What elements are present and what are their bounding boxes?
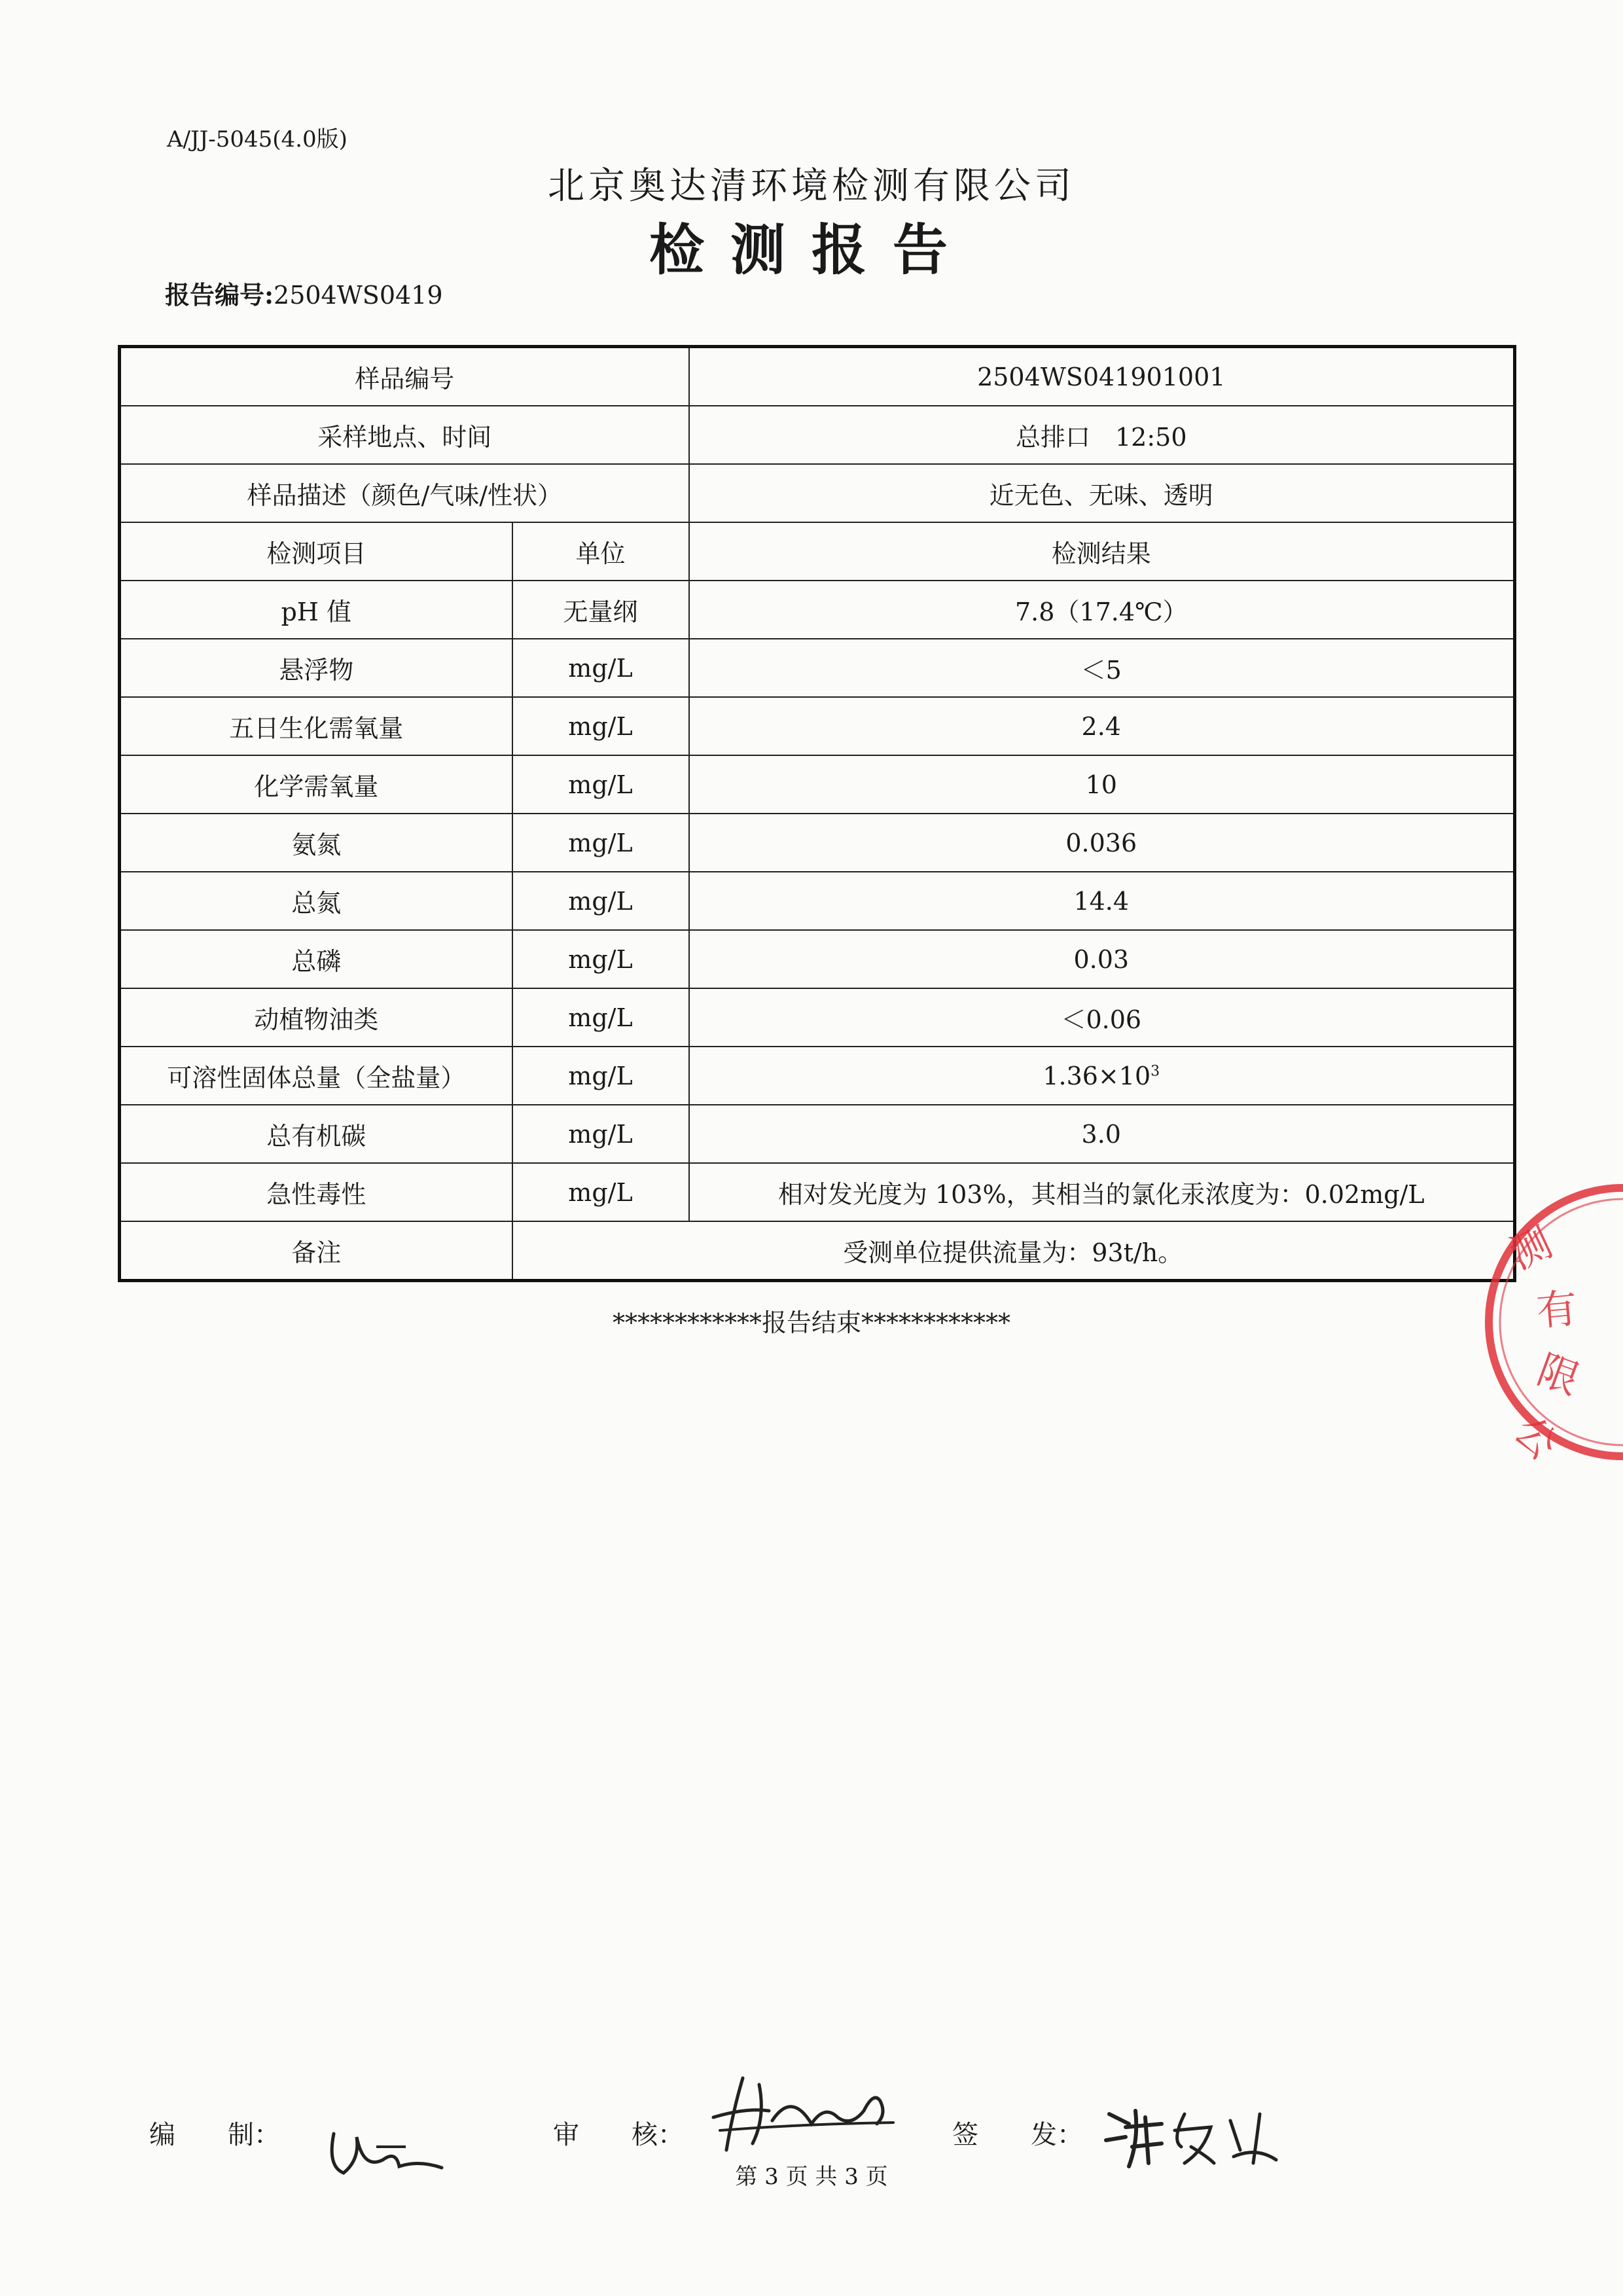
reviewer-signature	[707, 2072, 903, 2157]
form-code: A/JJ-5045(4.0版)	[167, 126, 348, 152]
column-header-unit: 单位	[512, 522, 689, 581]
remark-value: 受测单位提供流量为：93t/h。	[512, 1221, 1515, 1281]
unit-cell: mg/L	[512, 639, 689, 697]
table-row	[120, 697, 1515, 755]
item-cell: 动植物油类	[120, 988, 512, 1047]
result-cell: 2.4	[689, 697, 1515, 755]
report-title: 检测报告	[649, 217, 974, 282]
page-number: 第 3 页 共 3 页	[735, 2164, 888, 2190]
table-row	[120, 406, 1515, 464]
sample-no-value: 2504WS041901001	[689, 347, 1515, 406]
result-cell: 10	[689, 755, 1515, 814]
result-cell: 0.036	[689, 814, 1515, 872]
results-table	[118, 345, 1516, 1282]
report-number-value: 2504WS0419	[274, 281, 443, 310]
table-row	[120, 988, 1515, 1047]
report-end-mark: ************报告结束************	[612, 1308, 1010, 1337]
result-cell	[689, 1047, 1515, 1105]
compiled-by-label: 编 制：	[149, 2120, 280, 2150]
description-value: 近无色、无味、透明	[689, 464, 1515, 522]
table-row	[120, 347, 1515, 406]
result-cell: 3.0	[689, 1105, 1515, 1163]
item-cell: 急性毒性	[120, 1163, 512, 1221]
issued-by-label: 签 发：	[952, 2120, 1083, 2150]
table-row	[120, 872, 1515, 930]
result-cell: ＜0.06	[689, 988, 1515, 1047]
item-cell: 总磷	[120, 930, 512, 988]
report-number-label: 报告编号:	[165, 280, 274, 310]
item-cell: pH 值	[120, 581, 512, 639]
result-cell: 0.03	[689, 930, 1515, 988]
unit-cell: mg/L	[512, 988, 689, 1047]
result-cell: 相对发光度为 103%，其相当的氯化汞浓度为：0.02mg/L	[689, 1163, 1515, 1221]
unit-cell: mg/L	[512, 930, 689, 988]
item-cell: 化学需氧量	[120, 755, 512, 814]
result-cell: 7.8（17.4℃）	[689, 581, 1515, 639]
item-cell: 氨氮	[120, 814, 512, 872]
table-row	[120, 464, 1515, 522]
column-header-item: 检测项目	[120, 522, 512, 581]
unit-cell: mg/L	[512, 872, 689, 930]
company-seal	[1472, 1172, 1623, 1473]
company-name: 北京奥达清环境检测有限公司	[548, 165, 1075, 207]
svg-text:公: 公	[1505, 1406, 1567, 1469]
table-header-row	[120, 522, 1515, 581]
table-row	[120, 639, 1515, 697]
item-cell: 总有机碳	[120, 1105, 512, 1163]
description-label: 样品描述（颜色/气味/性状）	[120, 464, 689, 522]
result-exponent: 3	[1150, 1062, 1160, 1079]
unit-cell: mg/L	[512, 814, 689, 872]
table-row	[120, 1105, 1515, 1163]
svg-text:有: 有	[1534, 1283, 1580, 1335]
result-cell: 14.4	[689, 872, 1515, 930]
table-row	[120, 814, 1515, 872]
column-header-result: 检测结果	[689, 522, 1515, 581]
unit-cell: mg/L	[512, 697, 689, 755]
unit-cell: 无量纲	[512, 581, 689, 639]
table-row	[120, 755, 1515, 814]
remark-label: 备注	[120, 1221, 512, 1281]
table-row	[120, 930, 1515, 988]
item-cell: 总氮	[120, 872, 512, 930]
unit-cell: mg/L	[512, 1163, 689, 1221]
item-cell: 五日生化需氧量	[120, 697, 512, 755]
location-value: 总排口 12:50	[689, 406, 1515, 464]
unit-cell: mg/L	[512, 1105, 689, 1163]
reviewed-by-label: 审 核：	[553, 2120, 684, 2150]
result-cell: ＜5	[689, 639, 1515, 697]
unit-cell: mg/L	[512, 1047, 689, 1105]
unit-cell: mg/L	[512, 755, 689, 814]
report-number	[165, 275, 443, 311]
svg-text:测: 测	[1502, 1218, 1560, 1279]
remark-row	[120, 1221, 1515, 1281]
table-row	[120, 1163, 1515, 1221]
table-row	[120, 581, 1515, 639]
svg-text:限: 限	[1531, 1345, 1586, 1405]
sample-no-label: 样品编号	[120, 347, 689, 406]
result-base: 1.36×10	[1043, 1061, 1151, 1090]
location-label: 采样地点、时间	[120, 406, 689, 464]
table-row	[120, 1047, 1515, 1105]
item-cell: 可溶性固体总量（全盐量）	[120, 1047, 512, 1105]
item-cell: 悬浮物	[120, 639, 512, 697]
